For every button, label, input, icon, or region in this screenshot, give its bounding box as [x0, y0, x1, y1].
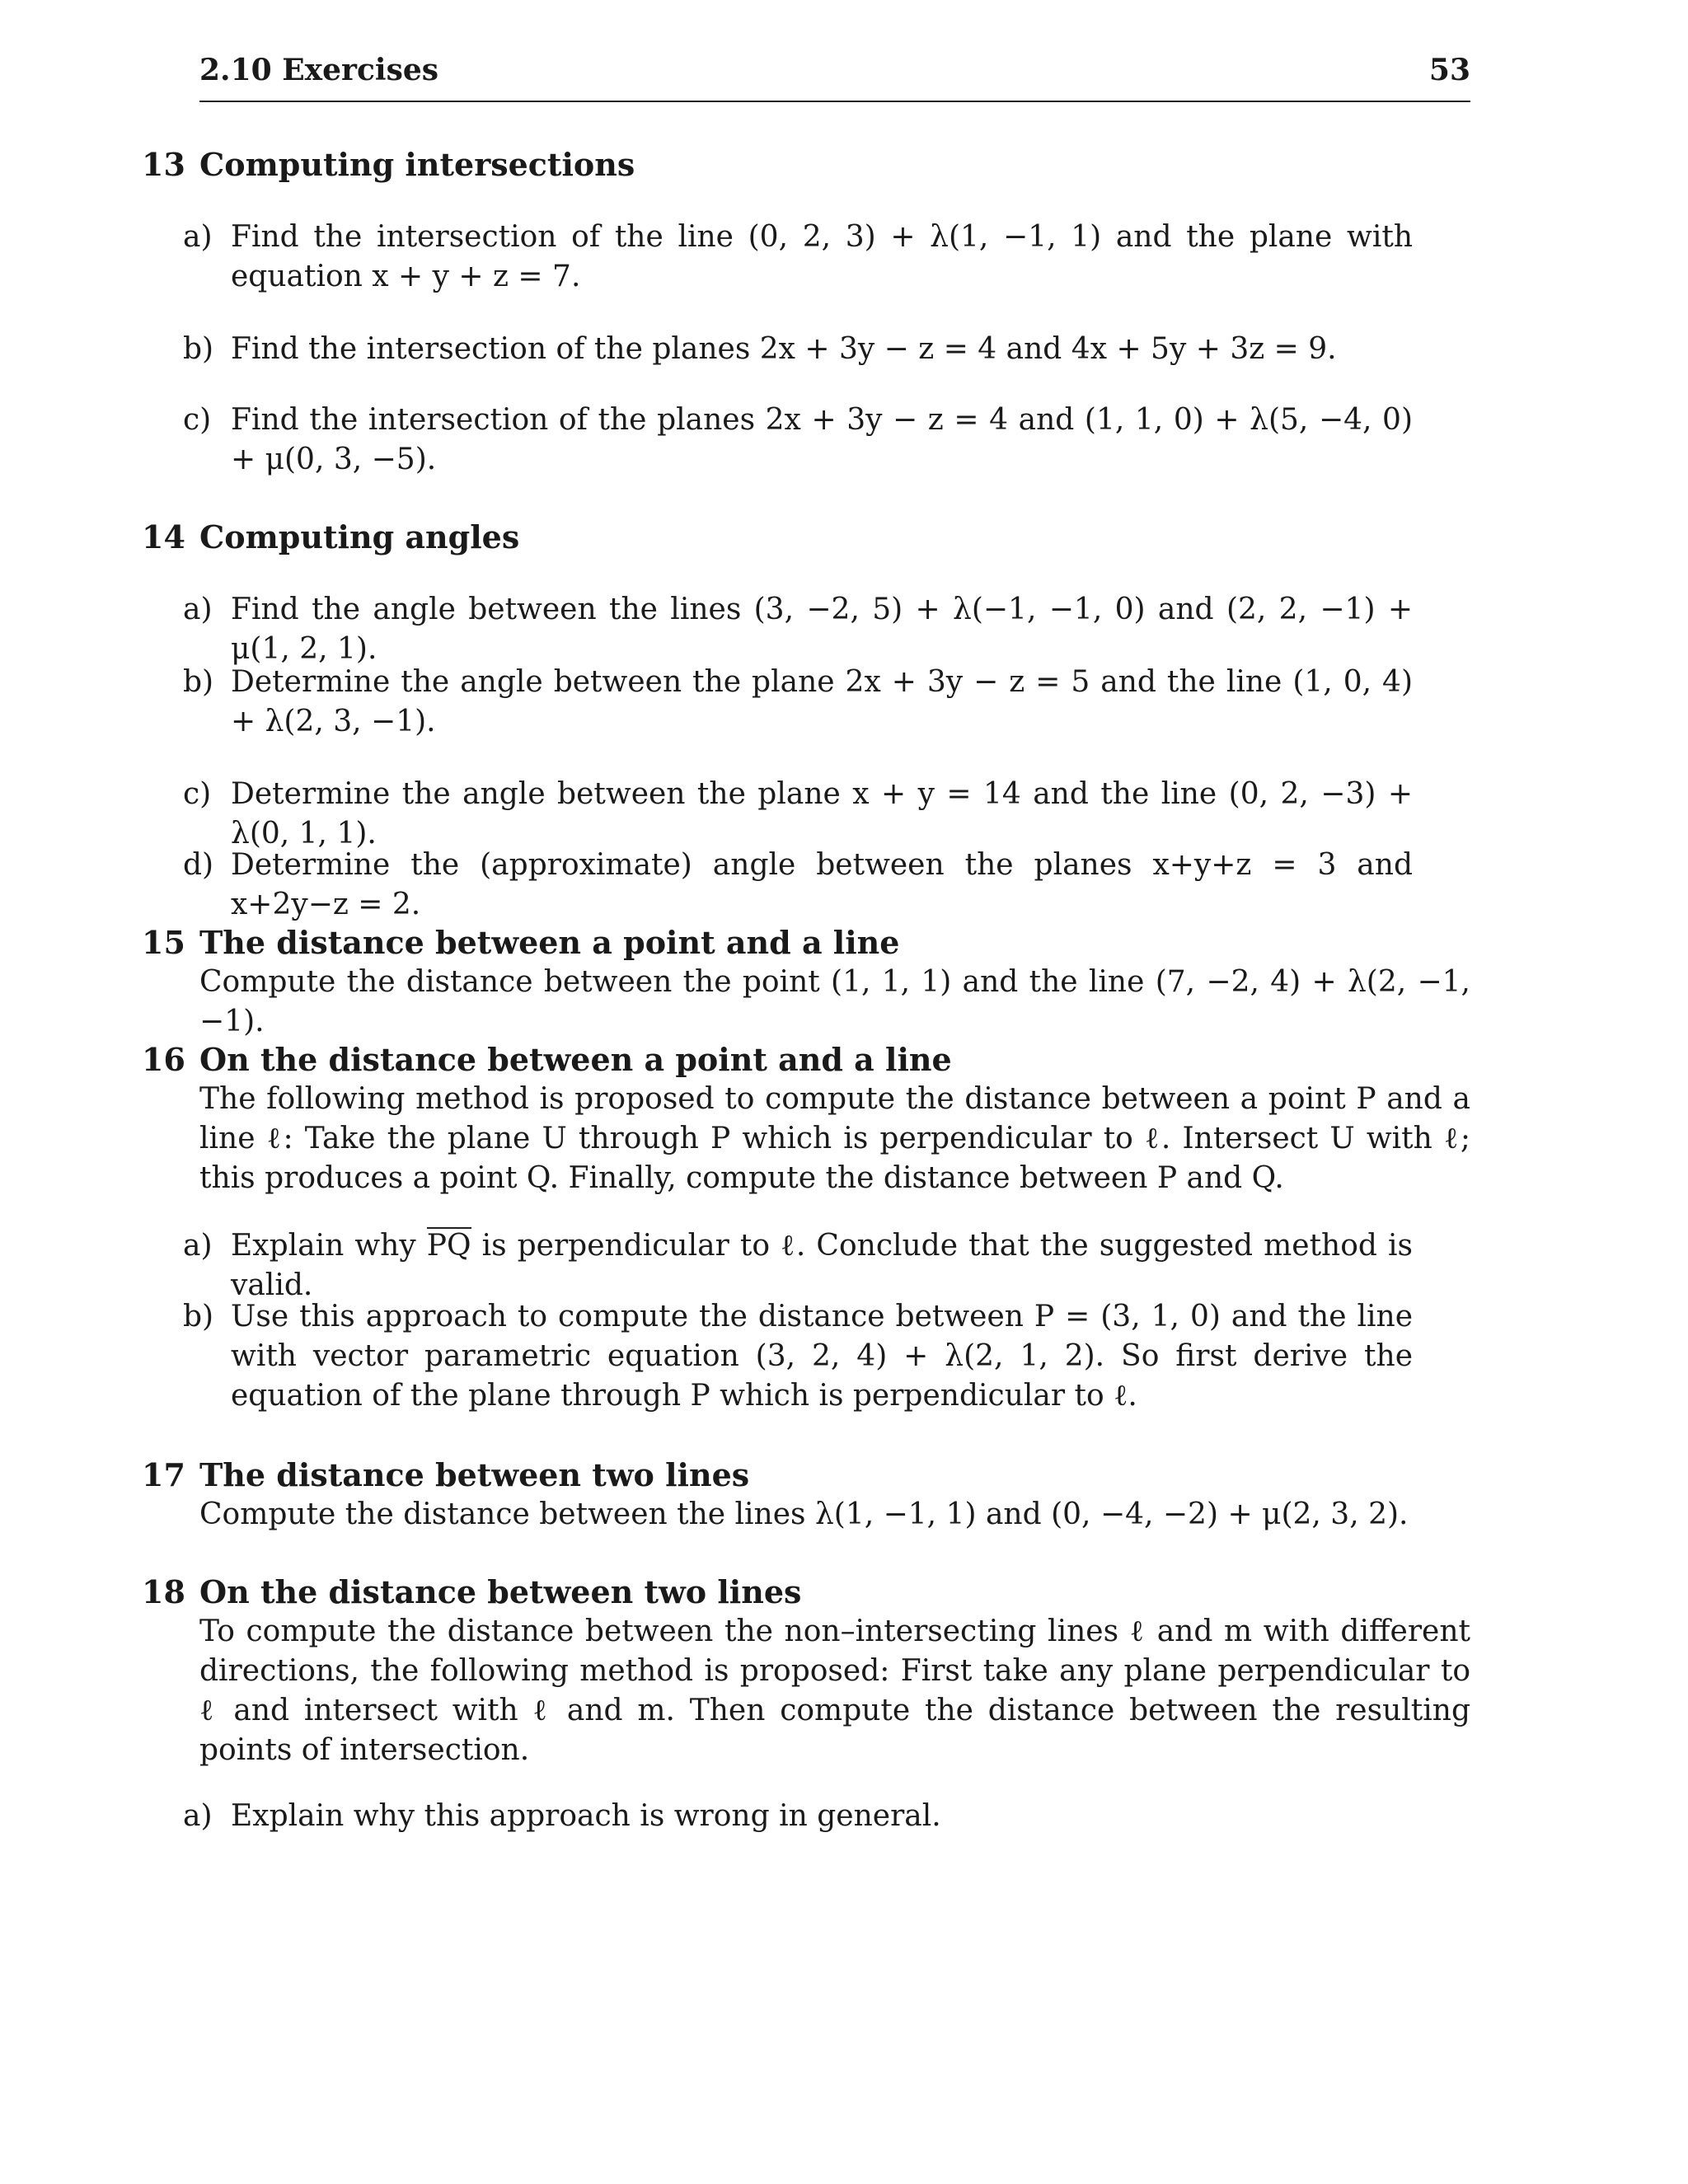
page-number: 53 [1428, 53, 1470, 87]
part-label: c) [183, 777, 212, 811]
part-label: a) [183, 1229, 213, 1263]
exercise-text: Compute the distance between the lines λ(1, −1, 1) and (0, −4, −2) + μ(2, 3, 2). [199, 1497, 1409, 1531]
exercise-16 [142, 1040, 1470, 1198]
exercise-14-part-c [142, 775, 1470, 854]
exercise-title: On the distance between two lines [199, 1573, 802, 1610]
exercise-heading [142, 1040, 1470, 1080]
exercise-title: The distance between a point and a line [199, 924, 900, 961]
exercise-title: Computing angles [199, 518, 520, 555]
exercise-text: Compute the distance between the point (1, 1, 1) and the line (7, −2, 4) + λ(2, −1, −1). [199, 965, 1470, 1038]
overlined-segment: PQ [426, 1229, 471, 1263]
part-label: c) [183, 403, 212, 437]
exercise-13-part-a [142, 218, 1470, 297]
part-label: b) [183, 332, 214, 366]
exercise-number: 16 [142, 1041, 185, 1078]
running-header [199, 53, 1470, 102]
exercise-18 [142, 1572, 1470, 1770]
part-text: Use this approach to compute the distance between P = (3, 1, 0) and the line with vector parametric equation (3, 2, 4) + λ(2, 1, 2). So first derive the equation of the plane through P which is perpendicular to ℓ. [231, 1300, 1413, 1413]
part-text: Determine the (approximate) angle between the planes x+y+z = 3 and x+2y−z = 2. [231, 848, 1413, 921]
exercise-title: On the distance between a point and a line [199, 1041, 952, 1078]
exercise-13-part-b [142, 330, 1470, 369]
exercise-heading [142, 518, 1470, 557]
exercise-title: Computing intersections [199, 146, 635, 183]
part-label: b) [183, 1300, 214, 1333]
exercise-number: 17 [142, 1456, 185, 1493]
part-label: a) [183, 593, 213, 626]
exercise-number: 18 [142, 1573, 185, 1610]
exercise-title: The distance between two lines [199, 1456, 750, 1493]
section-title: 2.10 Exercises [199, 53, 439, 87]
exercise-16-part-b [142, 1297, 1470, 1416]
part-text: Find the intersection of the planes 2x + 3y − z = 4 and (1, 1, 0) + λ(5, −4, 0) + μ(0, 3, −5). [231, 403, 1413, 476]
part-label: b) [183, 665, 214, 699]
exercise-heading [142, 1572, 1470, 1612]
part-text: Find the angle between the lines (3, −2, 5) + λ(−1, −1, 0) and (2, 2, −1) + μ(1, 2, 1). [231, 593, 1413, 666]
part-label: d) [183, 848, 214, 882]
exercise-text: To compute the distance between the non–intersecting lines ℓ and m with different directions, the following method is proposed: First take any plane perpendicular to ℓ and intersect with ℓ and m. Then compute the distance between the resulting points of intersection. [199, 1615, 1470, 1767]
exercise-heading [142, 1455, 1470, 1495]
part-text: Find the intersection of the line (0, 2, 3) + λ(1, −1, 1) and the plane with equation x + y + z = 7. [231, 220, 1413, 293]
exercise-14-part-b [142, 663, 1470, 742]
exercise-14 [142, 518, 1470, 557]
exercise-14-part-a [142, 590, 1470, 669]
exercise-heading [142, 923, 1470, 963]
exercise-14-part-d [142, 846, 1470, 925]
exercise-13 [142, 145, 1470, 185]
part-text-before: Explain why [231, 1229, 427, 1263]
exercise-17 [142, 1455, 1470, 1535]
exercise-number: 15 [142, 924, 185, 961]
part-text: Explain why this approach is wrong in general. [231, 1799, 941, 1833]
part-text: Determine the angle between the plane 2x + 3y − z = 5 and the line (1, 0, 4) + λ(2, 3, −1). [231, 665, 1413, 738]
part-label: a) [183, 1799, 213, 1833]
part-text: Determine the angle between the plane x + y = 14 and the line (0, 2, −3) + λ(0, 1, 1). [231, 777, 1413, 851]
exercise-number: 14 [142, 518, 185, 555]
part-label: a) [183, 220, 213, 254]
part-text: Find the intersection of the planes 2x + 3y − z = 4 and 4x + 5y + 3z = 9. [231, 332, 1337, 366]
exercise-16-part-a [142, 1226, 1470, 1305]
exercise-number: 13 [142, 146, 185, 183]
exercise-18-part-a [142, 1797, 1470, 1836]
exercise-15 [142, 923, 1470, 1042]
part-text-after: is perpendicular to ℓ. Conclude that the suggested method is valid. [231, 1229, 1413, 1302]
exercise-heading [142, 145, 1470, 185]
exercise-text: The following method is proposed to compute the distance between a point P and a line ℓ: Take the plane U through P which is perpendicular to ℓ. Intersect U with ℓ; this produces a point Q. Finally, compute the distance between P and Q. [199, 1082, 1470, 1195]
exercise-13-part-c [142, 401, 1470, 480]
